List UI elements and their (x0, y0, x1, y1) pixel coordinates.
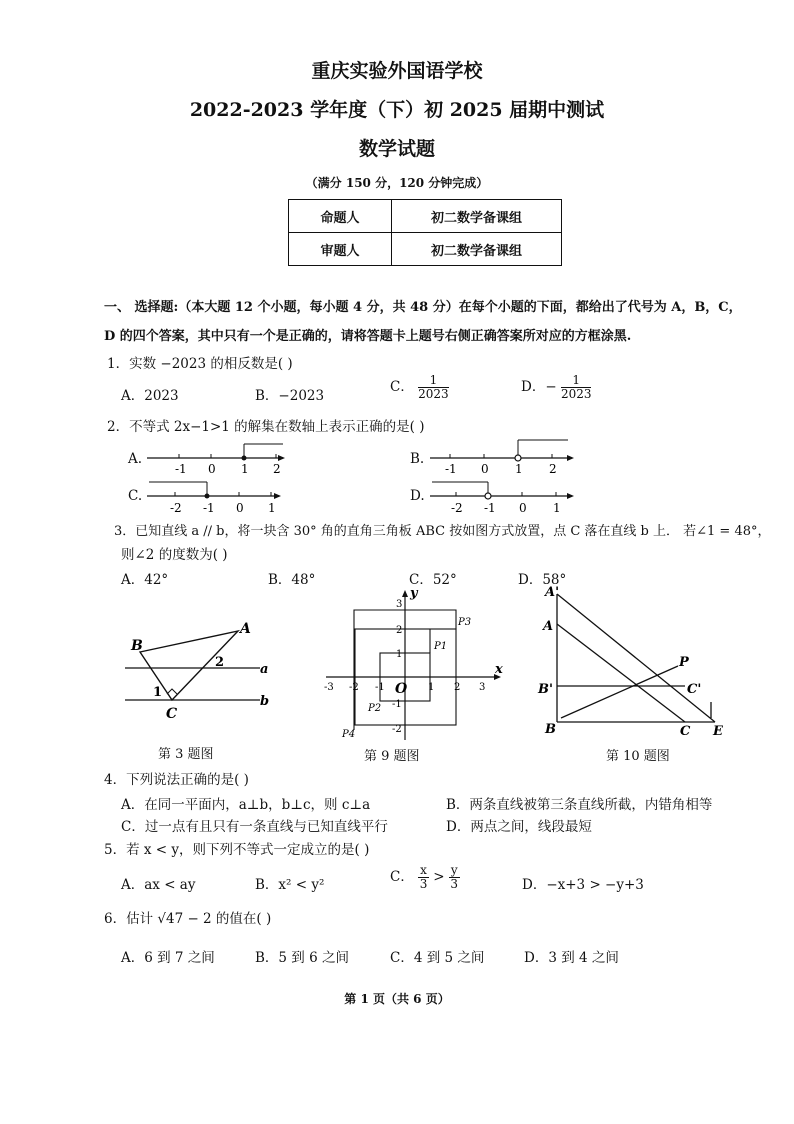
point-label: B (545, 722, 556, 737)
fraction-numerator: 1 (418, 374, 449, 388)
q1-option-b: B．−2023 (255, 388, 325, 404)
score-note: （满分 150 分，120 分钟完成） (305, 176, 489, 190)
number-line-a (145, 440, 295, 476)
tick-label: 0 (519, 501, 527, 515)
tick-label: -2 (392, 724, 402, 735)
axis-label: x (495, 662, 503, 677)
fraction (561, 374, 592, 401)
table-cell: 初二数学备课组 (392, 233, 562, 266)
point-label: C (166, 706, 178, 722)
q5-option-a: A．ax < ay (121, 877, 196, 893)
fraction (418, 864, 429, 891)
q4-option-b: B．两条直线被第三条直线所截，内错角相等 (446, 797, 713, 813)
point-label: P (679, 655, 689, 670)
fraction-numerator: 1 (561, 374, 592, 388)
tick-label: -1 (203, 501, 215, 515)
fraction-numerator: y (450, 863, 458, 877)
tick-label: 1 (268, 501, 276, 515)
axis-label: y (410, 586, 418, 601)
q3-option-c: C．52° (409, 572, 457, 588)
q1-option-d (521, 374, 591, 401)
q2-option-c-label: C. (128, 488, 143, 504)
option-letter: D．− (521, 379, 557, 395)
point-label: A (543, 619, 554, 634)
fraction (418, 374, 449, 401)
fraction-denominator: 2023 (560, 387, 592, 401)
section-instructions-line2: D 的四个答案，其中只有一个是正确的，请将答题卡上题号右侧正确答案所对应的方框涂黑. (104, 329, 632, 344)
q5-stem: 5．若 x < y，则下列不等式一定成立的是( ) (104, 842, 370, 858)
q5-option-b: B．x² < y² (255, 877, 325, 893)
number-line-b (428, 436, 578, 476)
inequality-sign: > (433, 869, 445, 885)
q3-option-b: B．48° (268, 572, 316, 588)
tick-label: 0 (236, 501, 244, 515)
q6-option-c: C．4 到 5 之间 (390, 950, 485, 966)
q4-option-c: C．过一点有且只有一条直线与已知直线平行 (121, 819, 388, 835)
point-label: P3 (458, 617, 472, 628)
table-cell: 审题人 (289, 233, 392, 266)
number-line-d (428, 478, 578, 516)
school-name: 重庆实验外国语学校 (311, 60, 483, 82)
tick-label: 2 (549, 462, 557, 476)
q6-option-b: B．5 到 6 之间 (255, 950, 349, 966)
tick-label: -3 (324, 682, 334, 693)
table-cell: 命题人 (289, 200, 392, 233)
option-letter: C． (390, 869, 414, 885)
tick-label: 0 (208, 462, 216, 476)
tick-label: 1 (515, 462, 523, 476)
q2-option-d-label: D. (410, 488, 425, 504)
fraction-denominator: 3 (450, 877, 459, 891)
fraction-numerator: x (420, 863, 427, 877)
q5-option-c (390, 864, 460, 891)
fraction (449, 864, 460, 891)
tick-label: -1 (175, 462, 187, 476)
table-row (289, 200, 562, 233)
q6-option-d: D．3 到 4 之间 (524, 950, 619, 966)
table-row (289, 233, 562, 266)
point-label: P1 (434, 641, 448, 652)
q3-stem-line1: 3．已知直线 a // b，将一块含 30° 角的直角三角板 ABC 按如图方式放置，点 C 落在直线 b 上． 若∠1 = 48°， (114, 524, 771, 539)
point-label: B' (538, 682, 553, 697)
origin-label: O (395, 681, 408, 697)
angle-label: 1 (153, 685, 163, 700)
tick-label: 1 (396, 649, 403, 660)
page-number: 第 1 页（共 6 页） (344, 992, 450, 1006)
subject-title: 数学试题 (358, 138, 435, 160)
number-line-c (145, 478, 295, 516)
point-label: A' (545, 585, 560, 600)
q2-option-a-label: A. (128, 451, 143, 467)
tick-label: -1 (484, 501, 496, 515)
q3-option-a: A．42° (121, 572, 169, 588)
point-label: P2 (368, 703, 382, 714)
figure-9 (318, 585, 508, 745)
tick-label: 0 (481, 462, 489, 476)
point-label: C' (687, 682, 702, 697)
table-cell: 初二数学备课组 (392, 200, 562, 233)
tick-label: 3 (396, 599, 403, 610)
option-letter: C． (390, 379, 414, 395)
q1-stem: 1．实数 −2023 的相反数是( ) (107, 356, 293, 372)
figure-3 (120, 615, 280, 725)
tick-label: 2 (454, 682, 461, 693)
tick-label: -2 (451, 501, 463, 515)
q2-option-b-label: B. (410, 451, 425, 467)
line-label: a (260, 662, 269, 677)
fraction-denominator: 2023 (418, 387, 449, 401)
tick-label: 3 (479, 682, 486, 693)
tick-label: 2 (396, 625, 403, 636)
section-instructions-line1: 一、 选择题:（本大题 12 个小题，每小题 4 分，共 48 分）在每个小题的下面，都给出了代号为 A，B，C， (104, 300, 742, 315)
fraction-denominator: 3 (419, 877, 428, 891)
point-label: E (713, 724, 723, 739)
q3-option-d: D．58° (518, 572, 567, 588)
point-label: A (240, 621, 251, 637)
figure-10-caption: 第 10 题图 (606, 749, 670, 764)
q6-option-a: A．6 到 7 之间 (121, 950, 215, 966)
tick-label: 1 (553, 501, 561, 515)
figure-10 (535, 580, 760, 742)
tick-label: 1 (241, 462, 249, 476)
angle-label: 2 (215, 655, 225, 670)
q3-stem-line2: 则∠2 的度数为( ) (121, 547, 228, 563)
q4-option-a: A．在同一平面内，a⊥b，b⊥c，则 c⊥a (121, 797, 371, 813)
q4-stem: 4．下列说法正确的是( ) (104, 772, 249, 788)
tick-label: -1 (445, 462, 457, 476)
point-label: P4 (342, 729, 356, 740)
exam-title: 2022-2023 学年度（下）初 2025 届期中测试 (189, 99, 605, 121)
point-label: C (680, 724, 691, 739)
tick-label: -1 (392, 699, 402, 710)
q4-option-d: D．两点之间，线段最短 (446, 819, 592, 835)
tick-label: 1 (428, 682, 435, 693)
figure-9-caption: 第 9 题图 (364, 749, 420, 764)
point-label: B (131, 638, 143, 654)
tick-label: -2 (349, 682, 359, 693)
tick-label: -1 (375, 682, 385, 693)
q5-option-d: D．−x+3 > −y+3 (522, 877, 644, 893)
tick-label: 2 (273, 462, 281, 476)
q2-stem: 2．不等式 2x−1>1 的解集在数轴上表示正确的是( ) (107, 419, 425, 435)
q6-stem: 6．估计 √47 − 2 的值在( ) (104, 911, 272, 927)
author-table (288, 199, 562, 266)
figure-3-caption: 第 3 题图 (158, 747, 214, 762)
q1-option-a: A．2023 (121, 388, 179, 404)
line-label: b (260, 694, 270, 709)
tick-label: -2 (170, 501, 182, 515)
q1-option-c (390, 374, 449, 401)
